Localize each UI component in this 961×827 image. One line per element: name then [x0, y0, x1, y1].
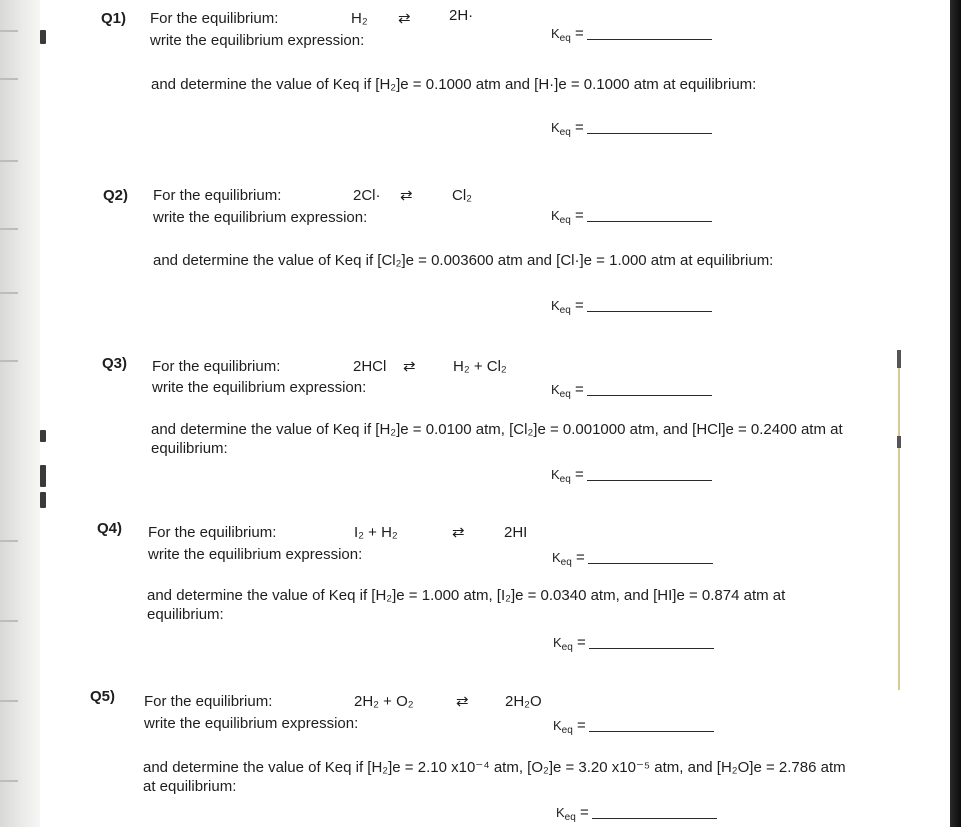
equilibrium-arrow-icon: ⇄ [400, 187, 413, 204]
keq-subscript: eq [559, 33, 571, 44]
binding-mark [40, 30, 46, 44]
answer-blank[interactable] [588, 562, 713, 564]
keq-subscript: eq [561, 725, 573, 736]
equilibrium-arrow-icon: ⇄ [452, 524, 465, 541]
keq-label: K [553, 718, 562, 733]
determine-text: and determine the value of Keq if [H₂]e = 0.0100 atm, [Cl₂]e = 0.001000 atm, and [HCl]e = 0.2400 atm at equilibrium: [151, 421, 843, 457]
margin-tick [0, 228, 18, 230]
question-number: Q2) [103, 187, 129, 204]
binding-mark [40, 430, 46, 442]
keq-label: K [551, 26, 560, 41]
binding-mark [40, 492, 46, 508]
reaction-products: 2H₂O [505, 693, 542, 710]
answer-blank[interactable] [587, 220, 712, 222]
keq-expression-answer[interactable] [551, 206, 712, 225]
margin-tick [0, 780, 18, 782]
keq-expression-answer[interactable] [551, 380, 712, 399]
keq-label: K [551, 208, 560, 223]
keq-label: K [556, 805, 565, 820]
margin-tick [0, 78, 18, 80]
keq-value-answer[interactable] [551, 296, 712, 315]
write-expression-prompt: write the equilibrium expression: [144, 715, 359, 732]
answer-blank[interactable] [589, 647, 714, 649]
page-right-mark [897, 350, 901, 368]
keq-value-answer[interactable] [551, 465, 712, 484]
reaction-products: 2H· [449, 7, 474, 24]
answer-blank[interactable] [587, 38, 712, 40]
equilibrium-intro: For the equilibrium: [144, 693, 273, 710]
keq-equals: = [574, 297, 584, 314]
write-expression-prompt: write the equilibrium expression: [153, 209, 368, 226]
question-number: Q1) [101, 10, 127, 27]
binding-mark [40, 465, 46, 487]
margin-tick [0, 540, 18, 542]
question-number: Q3) [102, 355, 128, 372]
keq-label: K [551, 467, 560, 482]
reaction-reactants: 2H₂ + O₂ [354, 693, 414, 710]
margin-tick [0, 160, 18, 162]
equilibrium-arrow-icon: ⇄ [403, 358, 416, 375]
answer-blank[interactable] [587, 394, 712, 396]
answer-blank[interactable] [587, 479, 712, 481]
question-number: Q5) [90, 688, 116, 705]
photo-right-edge [950, 0, 961, 827]
margin-tick [0, 30, 18, 32]
keq-subscript: eq [564, 812, 576, 823]
keq-equals: = [574, 381, 584, 398]
page-left-margin [0, 0, 40, 827]
keq-label: K [551, 298, 560, 313]
answer-blank[interactable] [589, 730, 714, 732]
keq-value-answer[interactable] [556, 803, 717, 822]
reaction-reactants: 2Cl· [353, 187, 381, 204]
write-expression-prompt: write the equilibrium expression: [148, 546, 363, 563]
answer-blank[interactable] [587, 310, 712, 312]
write-expression-prompt: write the equilibrium expression: [150, 32, 365, 49]
keq-subscript: eq [559, 127, 571, 138]
margin-tick [0, 700, 18, 702]
keq-equals: = [574, 207, 584, 224]
reaction-products: 2HI [504, 524, 528, 541]
keq-expression-answer[interactable] [551, 24, 712, 43]
keq-expression-answer[interactable] [552, 548, 713, 567]
keq-subscript: eq [559, 215, 571, 226]
keq-value-answer[interactable] [553, 633, 714, 652]
keq-expression-answer[interactable] [553, 716, 714, 735]
keq-equals: = [575, 549, 585, 566]
question-number: Q4) [97, 520, 123, 537]
answer-blank[interactable] [592, 817, 717, 819]
reaction-reactants: I₂ + H₂ [354, 524, 398, 541]
reaction-products: Cl₂ [452, 187, 472, 204]
keq-value-answer[interactable] [551, 118, 712, 137]
page-right-shadow [898, 350, 900, 690]
keq-subscript: eq [561, 642, 573, 653]
equilibrium-arrow-icon: ⇄ [456, 693, 469, 710]
reaction-reactants: 2HCl [353, 358, 387, 375]
margin-tick [0, 292, 18, 294]
keq-equals: = [574, 466, 584, 483]
keq-equals: = [576, 634, 586, 651]
keq-label: K [551, 120, 560, 135]
equilibrium-intro: For the equilibrium: [152, 358, 281, 375]
answer-blank[interactable] [587, 132, 712, 134]
keq-subscript: eq [559, 474, 571, 485]
equilibrium-intro: For the equilibrium: [148, 524, 277, 541]
equilibrium-intro: For the equilibrium: [150, 10, 279, 27]
reaction-products: H₂ + Cl₂ [453, 358, 507, 375]
equilibrium-intro: For the equilibrium: [153, 187, 282, 204]
page-right-mark [897, 436, 901, 448]
determine-text: and determine the value of Keq if [Cl₂]e = 0.003600 atm and [Cl·]e = 1.000 atm at equilibrium: [153, 252, 774, 269]
keq-label: K [552, 550, 561, 565]
determine-text: and determine the value of Keq if [H₂]e = 1.000 atm, [I₂]e = 0.0340 atm, and [HI]e = 0.874 atm at equilibrium: [147, 587, 786, 623]
keq-equals: = [574, 25, 584, 42]
keq-equals: = [579, 804, 589, 821]
keq-subscript: eq [560, 557, 572, 568]
margin-tick [0, 360, 18, 362]
margin-tick [0, 620, 18, 622]
keq-equals: = [574, 119, 584, 136]
keq-label: K [551, 382, 560, 397]
keq-subscript: eq [559, 305, 571, 316]
write-expression-prompt: write the equilibrium expression: [152, 379, 367, 396]
equilibrium-arrow-icon: ⇄ [398, 10, 411, 27]
keq-equals: = [576, 717, 586, 734]
keq-label: K [553, 635, 562, 650]
reaction-reactants: H₂ [351, 10, 368, 27]
keq-subscript: eq [559, 389, 571, 400]
determine-text: and determine the value of Keq if [H₂]e = 0.1000 atm and [H·]e = 0.1000 atm at equilibrium: [151, 76, 757, 93]
determine-text: and determine the value of Keq if [H₂]e = 2.10 x10⁻⁴ atm, [O₂]e = 3.20 x10⁻⁵ atm, and [H₂O]e = 2.786 atm at equilibrium: [143, 759, 846, 795]
